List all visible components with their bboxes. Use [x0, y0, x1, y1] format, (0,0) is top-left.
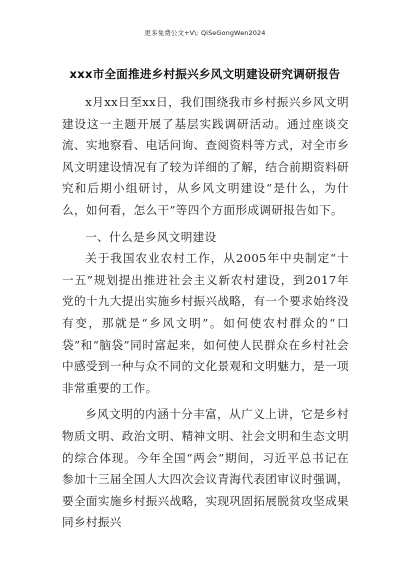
- document-title: xxx市全面推进乡村振兴乡风文明建设研究调研报告: [69, 67, 341, 81]
- paragraph-intro: x月xx日至xx日，我们围绕我市乡村振兴乡风文明建设这一主题开展了基层实践调研活动。通过座谈交流、实地察看、电话问询、查阅资料等方式，对全市乡风文明建设情况有了较为详细的了解，结合前期资料研究和后期小组研讨，从乡风文明建设“是什么，为什么，如何看，怎么干”等四个方面形成调研报告如下。: [62, 95, 349, 217]
- paragraph-history: 关于我国农业农村工作，从2005年中央制定“十一五”规划提出推进社会主义新农村建设，到2017年党的十九大提出实施乡村振兴战略，有一个要求始终没有变，那就是“乡风文明”。如何使农村群众的“口袋”和“脑袋”同时富起来，如何使人民群众在乡村社会中感受到一种与众不同的文化景观和文明魅力，是一项非常重要的工作。: [62, 251, 349, 395]
- header-note: 更多免费公文+V\: QiSeGongWen2024: [144, 29, 266, 37]
- document-body: [62, 92, 349, 539]
- paragraph-connotation: 乡风文明的内涵十分丰富，从广义上讲，它是乡村物质文明、政治文明、精神文明、社会文明和生态文明的综合体现。今年全国“两会”期间，习近平总书记在参加十三届全国人大四次会议青海代表团审议时强调，要全面实施乡村振兴战略，实现巩固拓展脱贫攻坚成果同乡村振兴: [62, 407, 349, 530]
- section-heading: 一、什么是乡风文明建设: [85, 229, 217, 244]
